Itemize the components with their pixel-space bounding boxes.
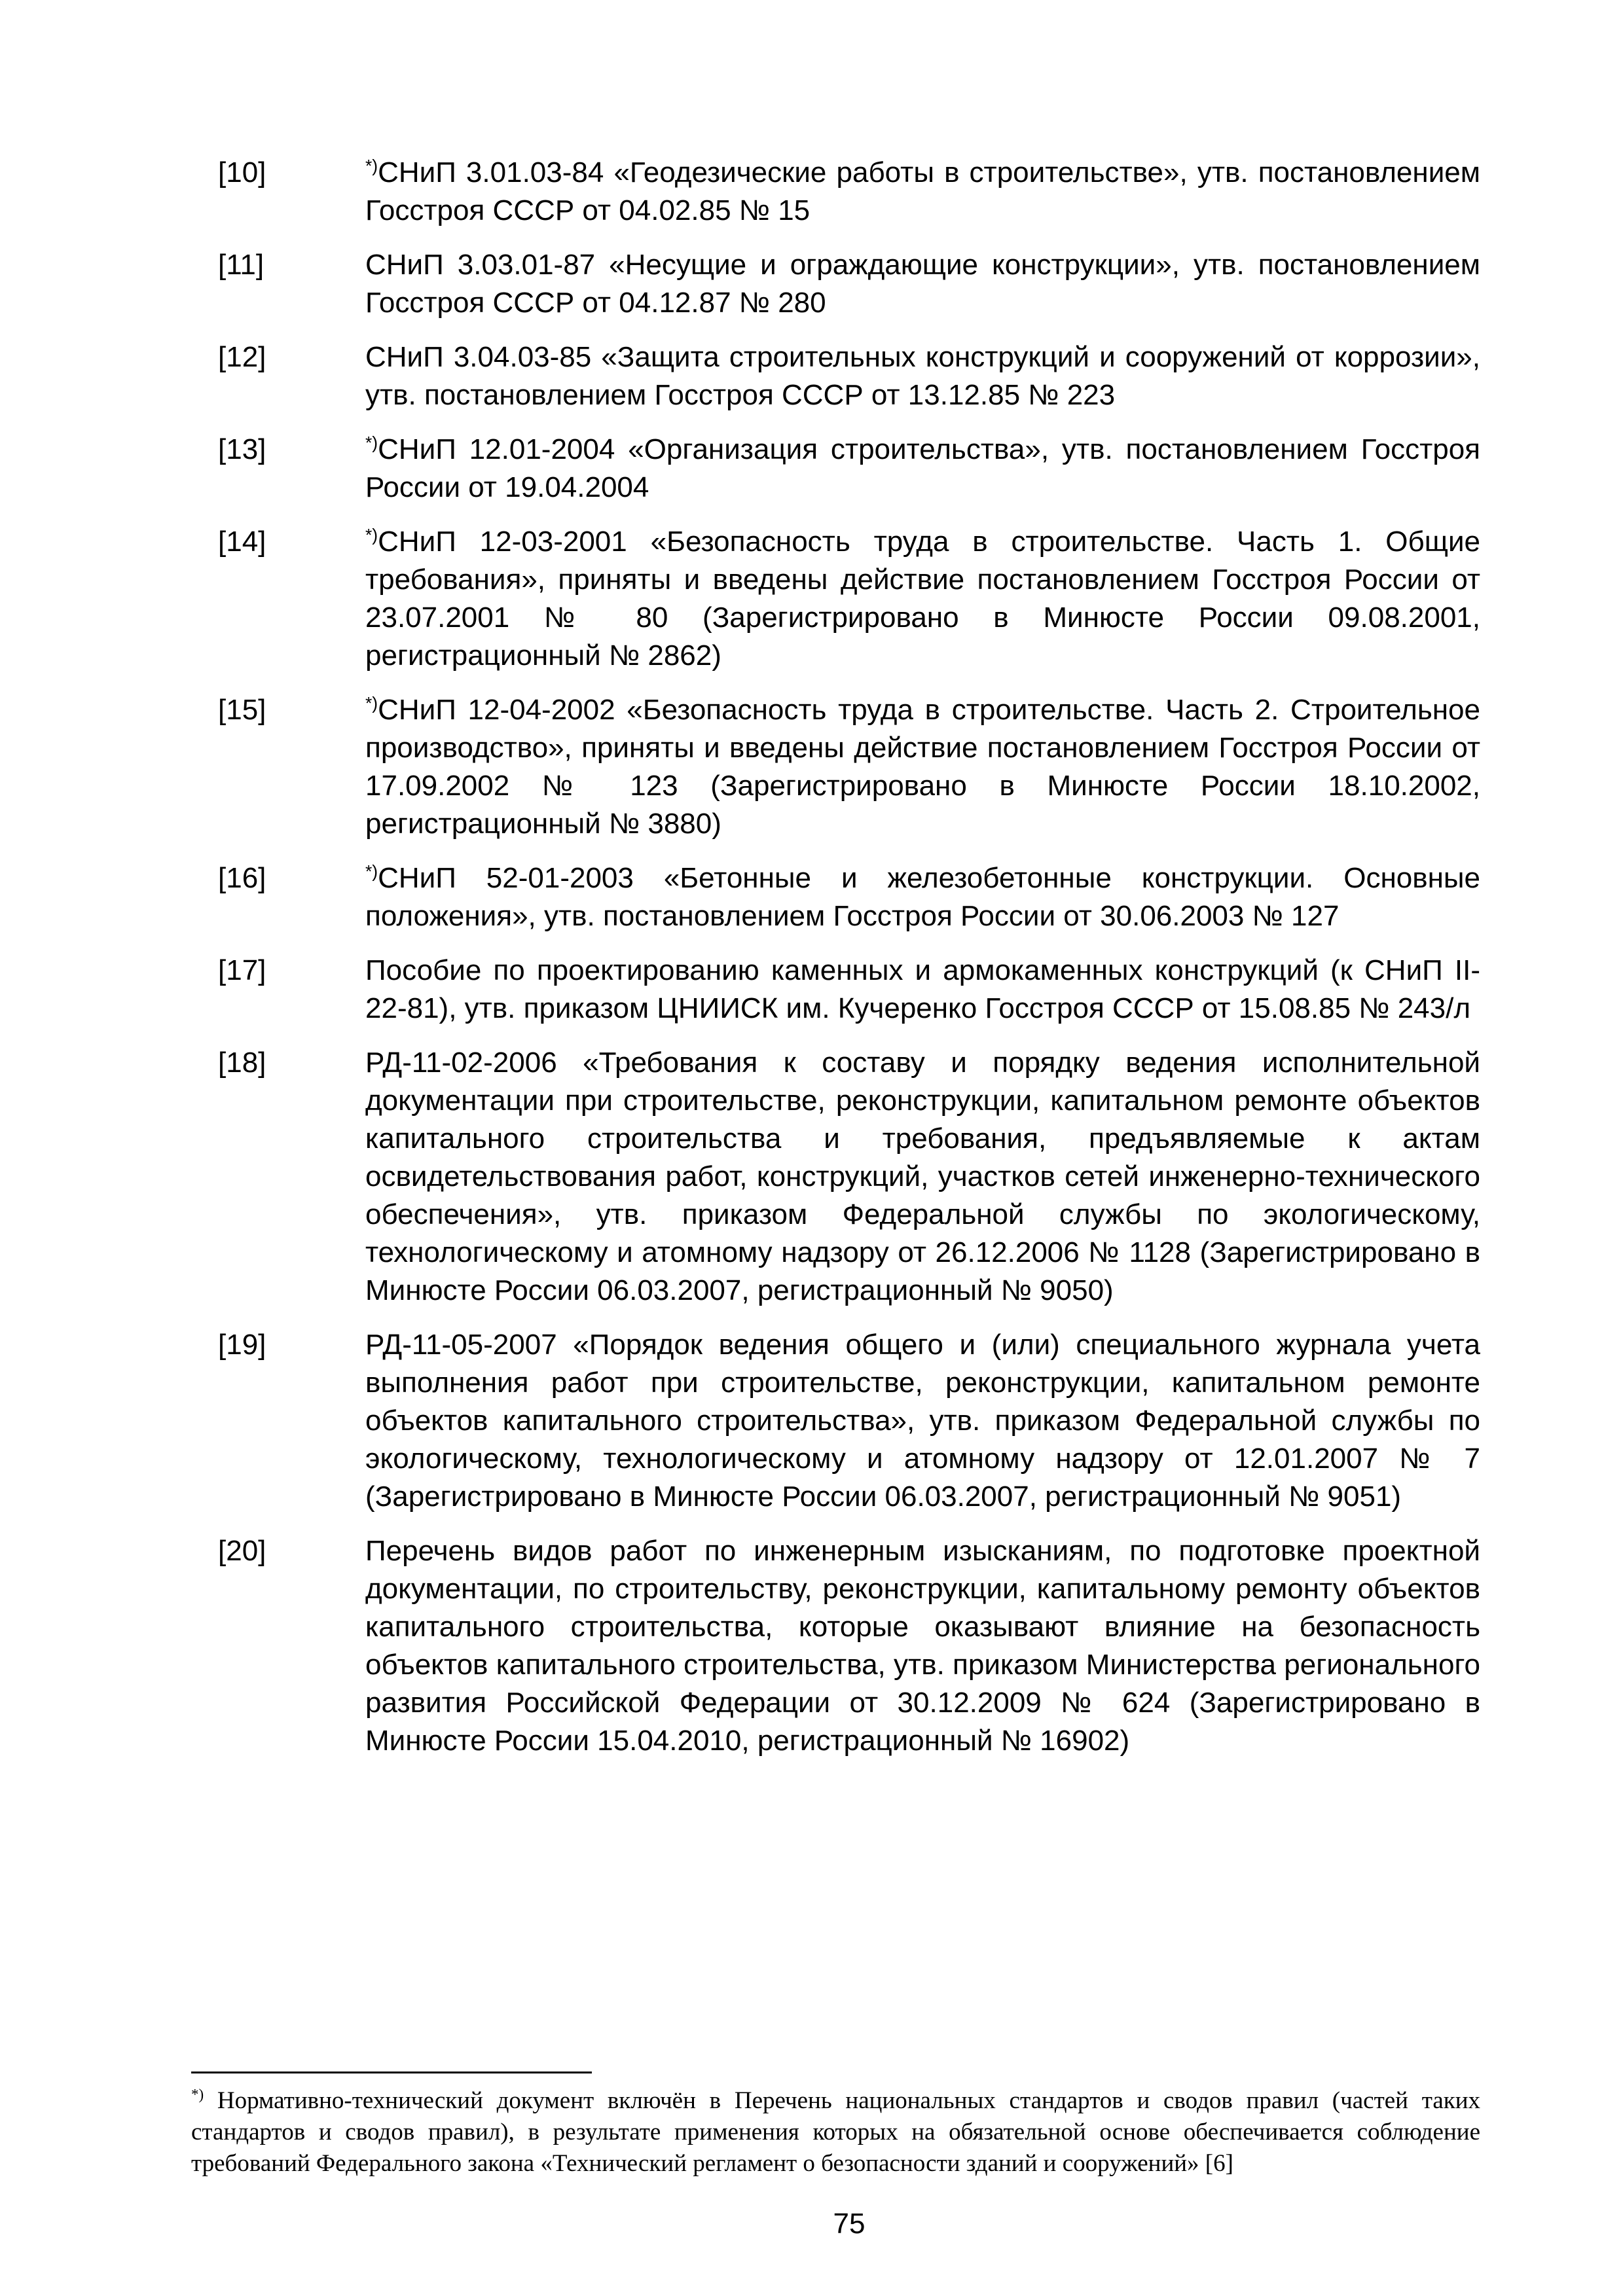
footnote-marker: *)	[191, 2086, 204, 2103]
reference-text	[365, 691, 1480, 843]
reference-text	[365, 246, 1480, 322]
reference-body: СНиП 3.04.03-85 «Защита строительных конструкций и сооружений от коррозии», утв. постановлением Госстроя СССР от 13.12.85 № 223	[365, 341, 1480, 411]
reference-item	[218, 952, 1480, 1028]
reference-number: [14]	[218, 526, 266, 558]
reference-list	[218, 154, 1480, 1776]
reference-body: СНиП 3.03.01-87 «Несущие и ограждающие конструкции», утв. постановлением Госстроя СССР от 04.12.87 № 280	[365, 249, 1480, 319]
reference-body: СНиП 12.01-2004 «Организация строительства», утв. постановлением Госстроя России от 19.04.2004	[365, 433, 1480, 503]
footnote-separator-line	[191, 2072, 592, 2073]
reference-number: [17]	[218, 954, 266, 986]
footnote-area	[191, 2072, 1480, 2179]
normative-doc-marker: *)	[365, 861, 378, 882]
reference-number: [18]	[218, 1047, 266, 1079]
reference-body: СНиП 12-03-2001 «Безопасность труда в строительстве. Часть 1. Общие требования», приняты и введены действие постановлением Госстроя России от 23.07.2001 № 80 (Зарегистрировано в Минюсте России 09.08.2001, регистрационный № 2862)	[365, 526, 1480, 672]
reference-item	[218, 246, 1480, 322]
reference-number: [13]	[218, 433, 266, 465]
page-number: 75	[833, 2208, 866, 2240]
normative-doc-marker: *)	[365, 433, 378, 453]
reference-body: СНиП 3.01.03-84 «Геодезические работы в строительстве», утв. постановлением Госстроя СССР от 04.02.85 № 15	[365, 156, 1480, 226]
reference-text	[365, 154, 1480, 230]
reference-number: [11]	[218, 249, 264, 281]
reference-text	[365, 338, 1480, 414]
reference-body: Пособие по проектированию каменных и армокаменных конструкций (к СНиП II-22-81), утв. приказом ЦНИИСК им. Кучеренко Госстроя СССР от 15.08.85 № 243/л	[365, 954, 1480, 1024]
normative-doc-marker: *)	[365, 693, 378, 713]
reference-item	[218, 1532, 1480, 1760]
reference-text	[365, 1326, 1480, 1516]
reference-number: [12]	[218, 341, 266, 373]
reference-item	[218, 523, 1480, 675]
reference-text	[365, 859, 1480, 935]
reference-item	[218, 1326, 1480, 1516]
reference-body: РД-11-02-2006 «Требования к составу и порядку ведения исполнительной документации при строительстве, реконструкции, капитальном ремонте объектов капитального строительства и требования, предъявляемые к актам освидетельствования работ, конструкций, участков сетей инженерно-технического обеспечения», утв. приказом Федеральной службы по экологическому, технологическому и атомному надзору от 26.12.2006 № 1128 (Зарегистрировано в Минюсте России 06.03.2007, регистрационный № 9050)	[365, 1047, 1480, 1306]
reference-number: [19]	[218, 1329, 266, 1361]
reference-text	[365, 952, 1480, 1028]
footnote	[191, 2085, 1480, 2179]
reference-number: [10]	[218, 156, 266, 188]
reference-text	[365, 1532, 1480, 1760]
spacer	[0, 1776, 1623, 2072]
footnote-body: Нормативно-технический документ включён в Перечень национальных стандартов и сводов правил (частей таких стандартов и сводов правил), в результате применения которых на обязательной основе обеспечивается соблюдение требований Федерального закона «Технический регламент о безопасности зданий и сооружений» [6]	[191, 2087, 1481, 2177]
reference-body: РД-11-05-2007 «Порядок ведения общего и (или) специального журнала учета выполнения работ при строительстве, реконструкции, капитальном ремонте объектов капитального строительства», утв. приказом Федеральной службы по экологическому, технологическому и атомному надзору от 12.01.2007 № 7 (Зарегистрировано в Минюсте России 06.03.2007, регистрационный № 9051)	[365, 1329, 1480, 1513]
reference-text	[365, 431, 1480, 507]
reference-item	[218, 691, 1480, 843]
reference-body: СНиП 52-01-2003 «Бетонные и железобетонные конструкции. Основные положения», утв. постановлением Госстроя России от 30.06.2003 № 127	[365, 862, 1480, 932]
reference-number: [20]	[218, 1535, 266, 1567]
reference-number: [15]	[218, 694, 266, 726]
normative-doc-marker: *)	[365, 156, 378, 176]
reference-item	[218, 431, 1480, 507]
reference-body: Перечень видов работ по инженерным изысканиям, по подготовке проектной документации, по строительству, реконструкции, капитальному ремонту объектов капитального строительства, которые оказывают влияние на безопасность объектов капитального строительства, утв. приказом Министерства регионального развития Российской Федерации от 30.12.2009 № 624 (Зарегистрировано в Минюсте России 15.04.2010, регистрационный № 16902)	[365, 1535, 1480, 1757]
reference-text	[365, 1044, 1480, 1310]
reference-item	[218, 859, 1480, 935]
reference-body: СНиП 12-04-2002 «Безопасность труда в строительстве. Часть 2. Строительное производство», приняты и введены действие постановлением Госстроя России от 17.09.2002 № 123 (Зарегистрировано в Минюсте России 18.10.2002, регистрационный № 3880)	[365, 694, 1480, 840]
reference-item	[218, 154, 1480, 230]
reference-item	[218, 338, 1480, 414]
reference-item	[218, 1044, 1480, 1310]
reference-number: [16]	[218, 862, 266, 894]
normative-doc-marker: *)	[365, 525, 378, 545]
reference-text	[365, 523, 1480, 675]
